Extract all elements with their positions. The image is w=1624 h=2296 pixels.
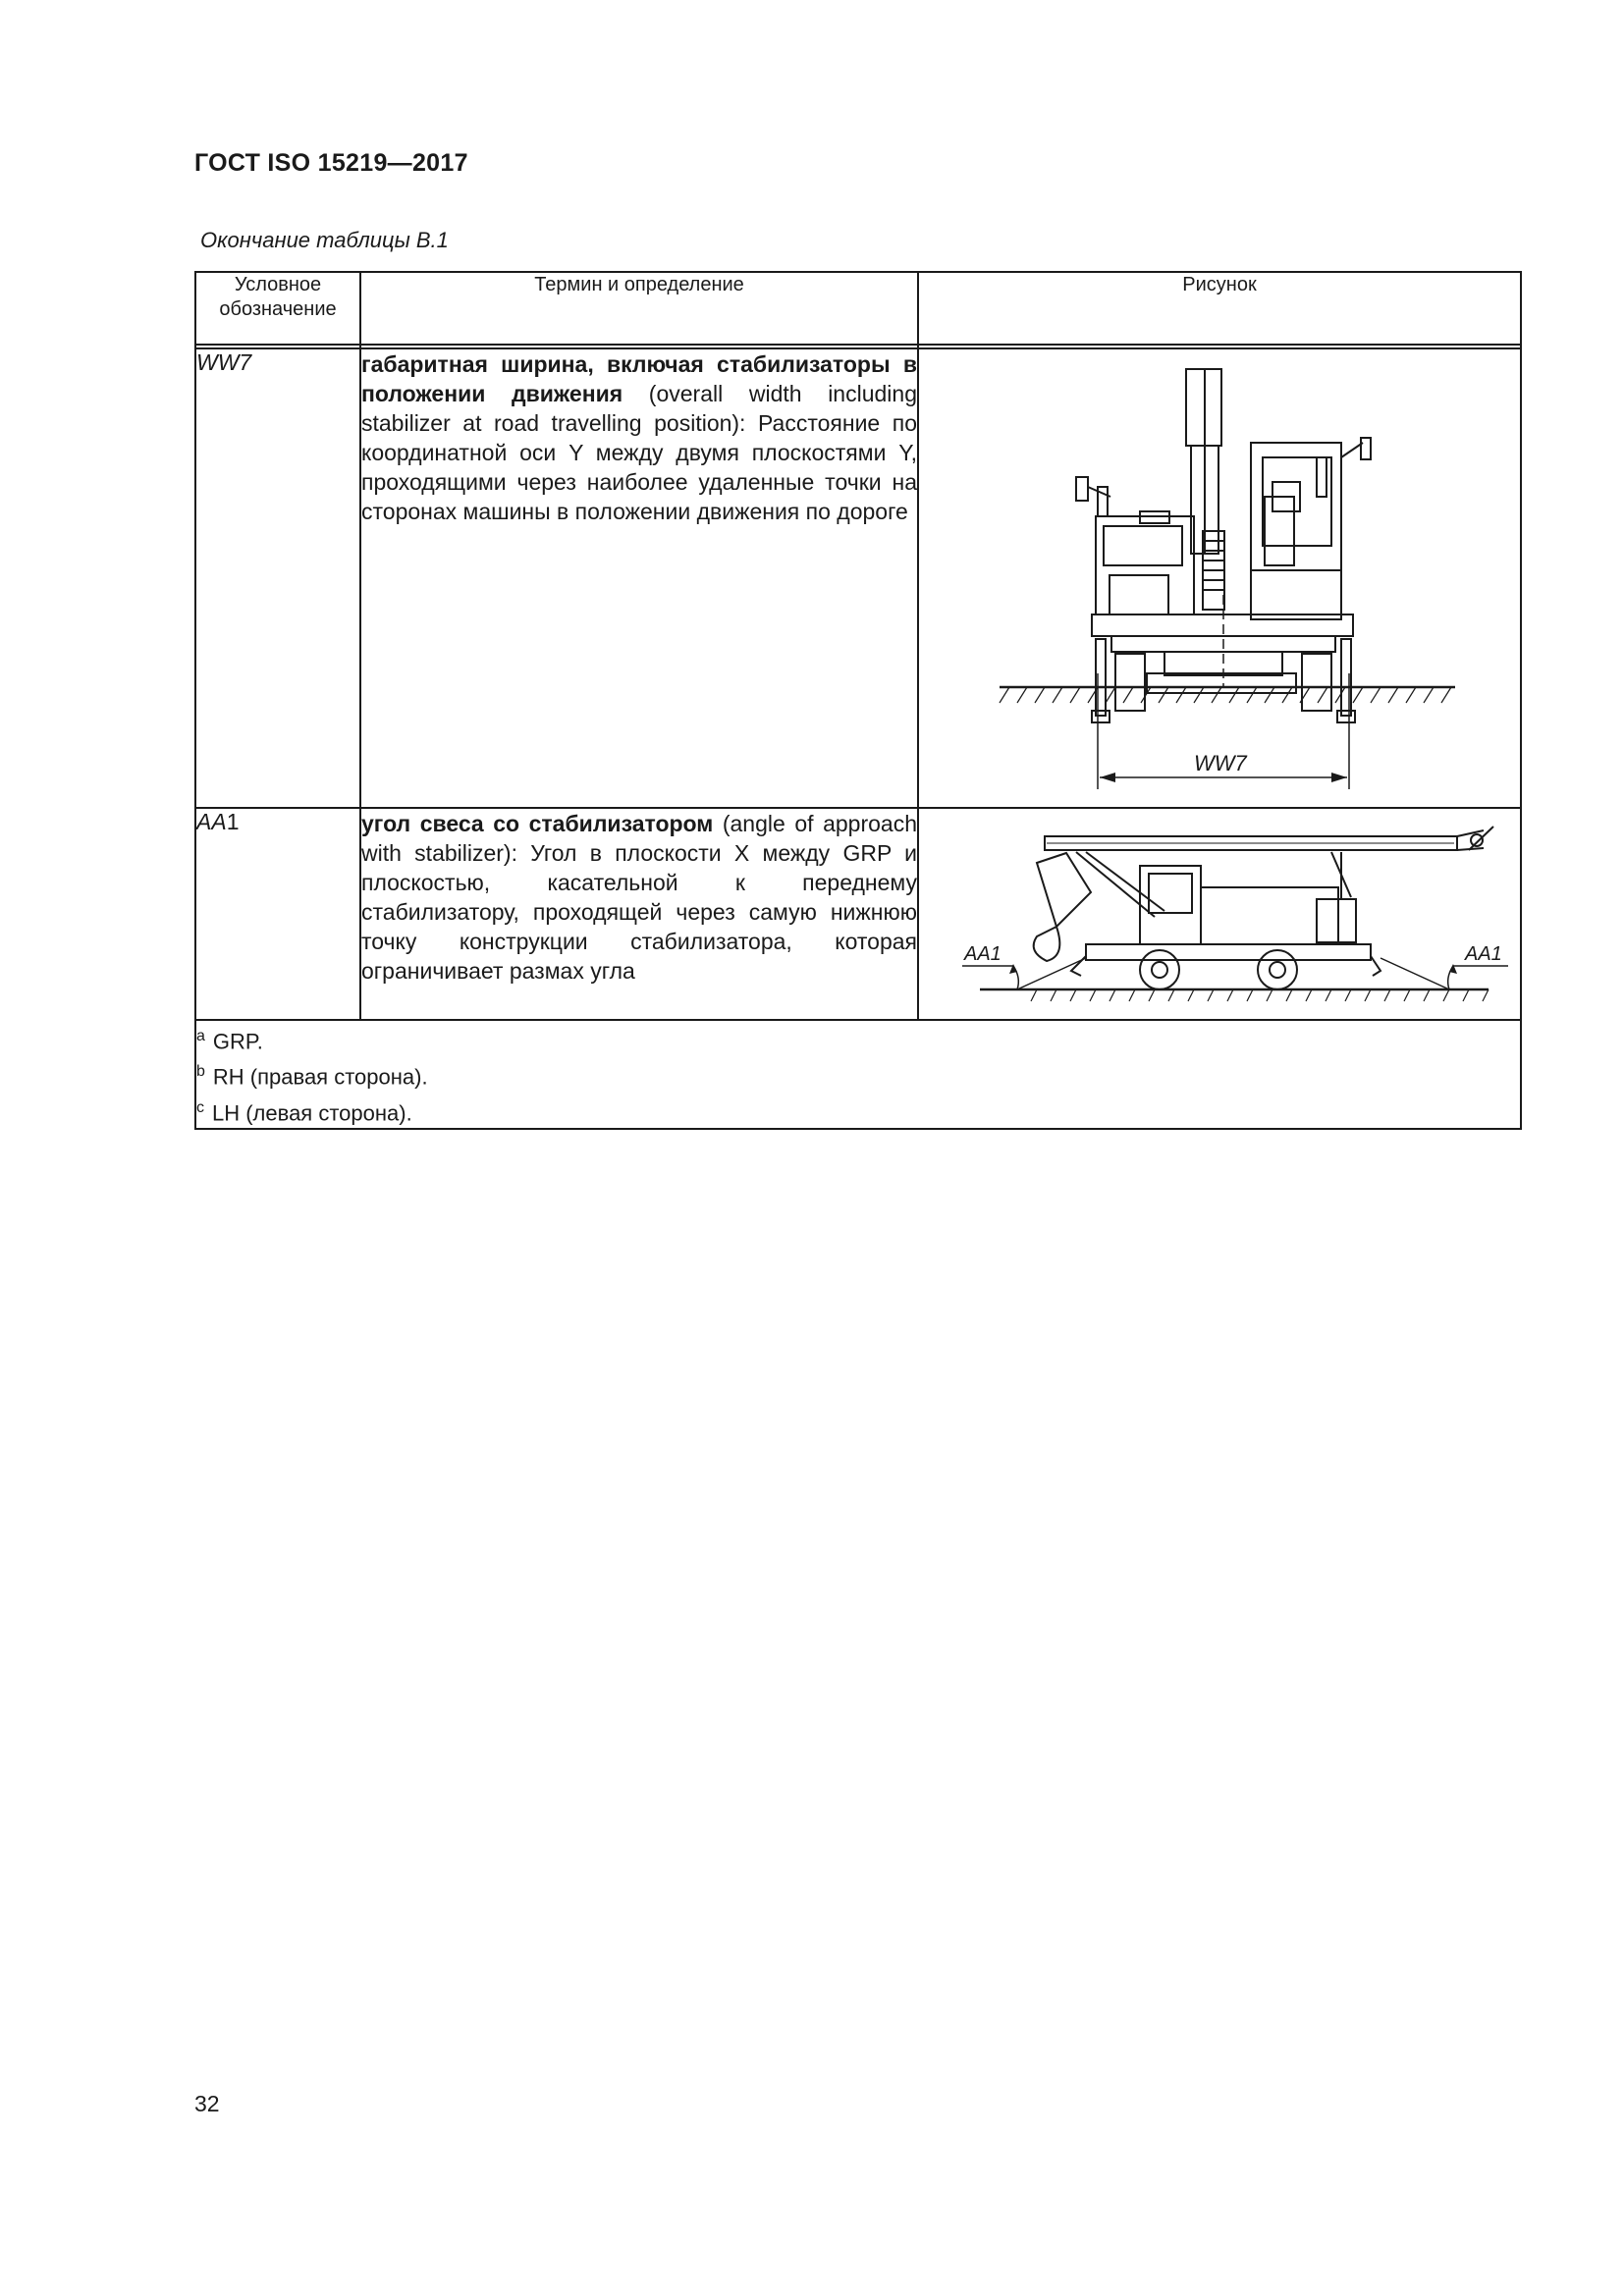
document-header: ГОСТ ISO 15219—2017	[194, 149, 468, 177]
crane-side-view-figure	[919, 809, 1520, 1019]
note-item: $^a$ GRP.	[196, 1028, 263, 1054]
row-figure	[918, 348, 1521, 808]
figure-angle-label-left: AA1	[964, 943, 1001, 965]
figure-dimension-label: WW7	[1194, 751, 1247, 775]
term-definition: (overall width including stabilizer at road travelling position): Расстояние по координатной оси Y между двумя плоскостями Y, проходящими через наиболее удаленные точки на сторонах машины в положении движения по дороге	[361, 381, 917, 524]
row-symbol: WW7	[195, 348, 360, 808]
row-symbol: AA1	[195, 808, 360, 1020]
note-item: $^b$ RH (правая сторона).	[196, 1063, 428, 1090]
column-header-figure: Рисунок	[918, 272, 1521, 345]
figure-angle-label-right: AA1	[1465, 943, 1502, 965]
table-caption: Окончание таблицы В.1	[200, 228, 449, 252]
term-bold: угол свеса со стабилизатором	[361, 811, 714, 836]
term-definition: (angle of approach with stabilizer): Угол в плоскости X между GRP и плоскостью, касательной к переднему стабилизатору, проходящей через самую нижнюю точку конструкции стабилизатора, которая ограничивает размах угла	[361, 811, 917, 984]
row-definition	[360, 348, 918, 808]
excavator-front-view-figure	[919, 349, 1520, 807]
table-header-row	[195, 272, 1521, 345]
term-bold: габаритная ширина, включая стабилизаторы в положении движения	[361, 351, 917, 406]
page-number: 32	[194, 2091, 220, 2116]
column-header-term: Термин и определение	[360, 272, 918, 345]
row-figure	[918, 808, 1521, 1020]
table-row	[195, 348, 1521, 808]
table-notes-row	[195, 1020, 1521, 1129]
definitions-table	[194, 271, 1522, 1130]
row-definition	[360, 808, 918, 1020]
table-notes	[195, 1020, 1521, 1129]
column-header-symbol: Условное обозначение	[195, 272, 360, 345]
note-item: $^c$ LH (левая сторона).	[196, 1098, 412, 1125]
table-row	[195, 808, 1521, 1020]
